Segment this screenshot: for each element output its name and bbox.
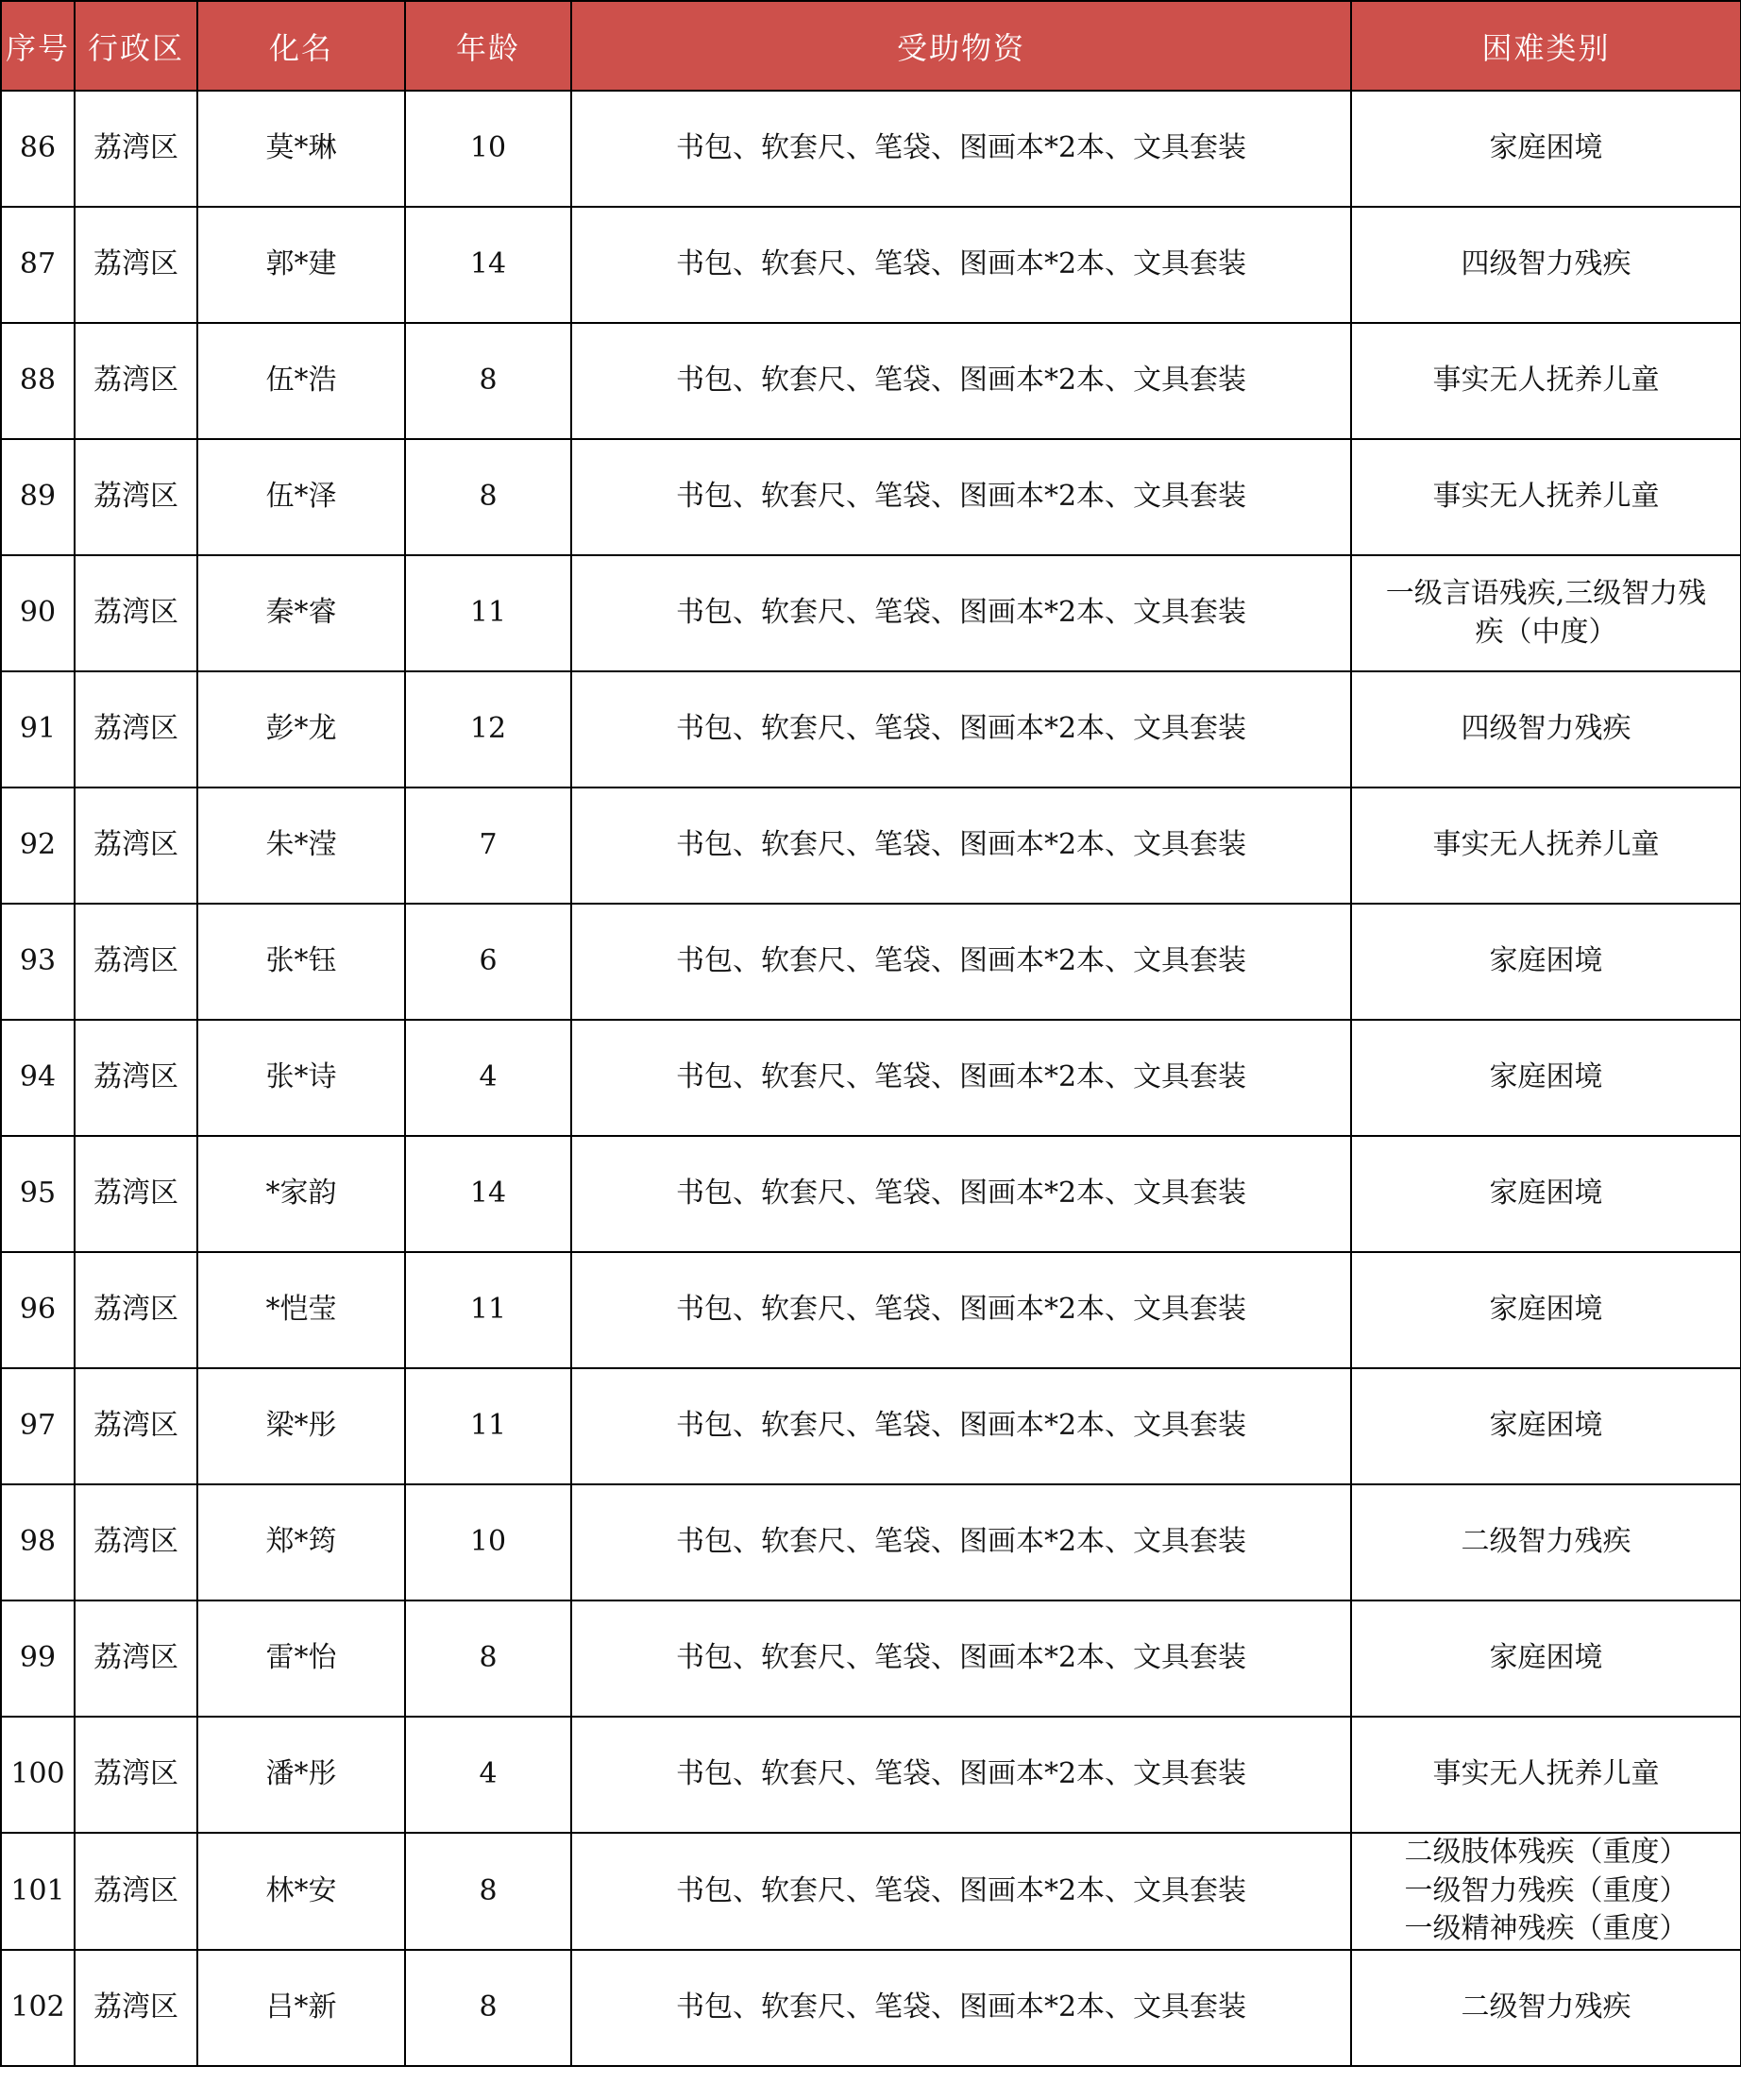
cell-age: 12 — [405, 671, 571, 788]
header-items: 受助物资 — [571, 1, 1351, 91]
cell-name: 雷*怡 — [197, 1600, 405, 1717]
cell-age: 8 — [405, 439, 571, 555]
cell-district: 荔湾区 — [75, 1717, 197, 1833]
cell-no: 91 — [1, 671, 75, 788]
cell-items: 书包、软套尺、笔袋、图画本*2本、文具套装 — [571, 1020, 1351, 1136]
category-line: 家庭困境 — [1489, 1641, 1603, 1675]
cell-items: 书包、软套尺、笔袋、图画本*2本、文具套装 — [571, 1136, 1351, 1252]
category-line: 四级智力残疾 — [1461, 712, 1631, 746]
table-row — [1, 904, 1741, 1020]
category-line: 事实无人抚养儿童 — [1432, 1757, 1660, 1791]
cell-age: 14 — [405, 207, 571, 323]
cell-no: 97 — [1, 1368, 75, 1484]
cell-age: 8 — [405, 1950, 571, 2066]
category-line: 一级精神残疾（重度） — [1404, 1912, 1688, 1945]
cell-category — [1351, 788, 1741, 904]
cell-category — [1351, 1252, 1741, 1368]
category-line: 家庭困境 — [1489, 1293, 1603, 1327]
cell-name: *恺莹 — [197, 1252, 405, 1368]
category-line: 四级智力残疾 — [1461, 247, 1631, 281]
cell-district: 荔湾区 — [75, 1020, 197, 1136]
cell-items: 书包、软套尺、笔袋、图画本*2本、文具套装 — [571, 439, 1351, 555]
cell-items: 书包、软套尺、笔袋、图画本*2本、文具套装 — [571, 1717, 1351, 1833]
cell-category — [1351, 1950, 1741, 2066]
category-line: 疾（中度） — [1475, 615, 1617, 649]
category-line: 一级言语残疾,三级智力残 — [1385, 577, 1707, 610]
cell-items: 书包、软套尺、笔袋、图画本*2本、文具套装 — [571, 788, 1351, 904]
cell-age: 11 — [405, 555, 571, 671]
cell-district: 荔湾区 — [75, 904, 197, 1020]
cell-district: 荔湾区 — [75, 207, 197, 323]
cell-age: 6 — [405, 904, 571, 1020]
cell-category — [1351, 555, 1741, 671]
table-row — [1, 91, 1741, 207]
cell-district: 荔湾区 — [75, 439, 197, 555]
cell-items: 书包、软套尺、笔袋、图画本*2本、文具套装 — [571, 671, 1351, 788]
cell-items: 书包、软套尺、笔袋、图画本*2本、文具套装 — [571, 1368, 1351, 1484]
cell-items: 书包、软套尺、笔袋、图画本*2本、文具套装 — [571, 1600, 1351, 1717]
cell-name: 林*安 — [197, 1833, 405, 1950]
cell-district: 荔湾区 — [75, 788, 197, 904]
cell-category — [1351, 671, 1741, 788]
cell-name: 朱*滢 — [197, 788, 405, 904]
cell-age: 8 — [405, 1833, 571, 1950]
cell-no: 92 — [1, 788, 75, 904]
cell-no: 102 — [1, 1950, 75, 2066]
cell-age: 4 — [405, 1717, 571, 1833]
cell-name: 张*钰 — [197, 904, 405, 1020]
cell-name: *家韵 — [197, 1136, 405, 1252]
cell-name: 伍*泽 — [197, 439, 405, 555]
table-row — [1, 323, 1741, 439]
cell-district: 荔湾区 — [75, 1950, 197, 2066]
cell-age: 11 — [405, 1252, 571, 1368]
cell-no: 101 — [1, 1833, 75, 1950]
cell-no: 89 — [1, 439, 75, 555]
table-row — [1, 555, 1741, 671]
cell-no: 98 — [1, 1484, 75, 1600]
cell-items: 书包、软套尺、笔袋、图画本*2本、文具套装 — [571, 207, 1351, 323]
category-line: 事实无人抚养儿童 — [1432, 364, 1660, 398]
cell-category — [1351, 1020, 1741, 1136]
cell-district: 荔湾区 — [75, 323, 197, 439]
cell-age: 14 — [405, 1136, 571, 1252]
cell-no: 87 — [1, 207, 75, 323]
header-no: 序号 — [1, 1, 75, 91]
header-row — [1, 1, 1741, 91]
header-district: 行政区 — [75, 1, 197, 91]
category-line: 家庭困境 — [1489, 1409, 1603, 1443]
cell-no: 93 — [1, 904, 75, 1020]
cell-name: 彭*龙 — [197, 671, 405, 788]
category-line: 二级智力残疾 — [1461, 1525, 1631, 1559]
cell-items: 书包、软套尺、笔袋、图画本*2本、文具套装 — [571, 1833, 1351, 1950]
cell-age: 7 — [405, 788, 571, 904]
header-category: 困难类别 — [1351, 1, 1741, 91]
cell-no: 94 — [1, 1020, 75, 1136]
header-name: 化名 — [197, 1, 405, 91]
cell-category — [1351, 1717, 1741, 1833]
cell-name: 莫*琳 — [197, 91, 405, 207]
cell-age: 10 — [405, 1484, 571, 1600]
cell-district: 荔湾区 — [75, 671, 197, 788]
table-row — [1, 1833, 1741, 1950]
category-line: 家庭困境 — [1489, 131, 1603, 165]
table-row — [1, 1020, 1741, 1136]
category-line: 一级智力残疾（重度） — [1404, 1873, 1688, 1907]
table-row — [1, 207, 1741, 323]
cell-items: 书包、软套尺、笔袋、图画本*2本、文具套装 — [571, 91, 1351, 207]
cell-age: 4 — [405, 1020, 571, 1136]
cell-category — [1351, 1600, 1741, 1717]
cell-name: 吕*新 — [197, 1950, 405, 2066]
cell-name: 郑*筠 — [197, 1484, 405, 1600]
category-line: 家庭困境 — [1489, 1060, 1603, 1094]
category-line: 二级智力残疾 — [1461, 1990, 1631, 2024]
table-row — [1, 439, 1741, 555]
cell-district: 荔湾区 — [75, 91, 197, 207]
table-row — [1, 1600, 1741, 1717]
cell-category — [1351, 207, 1741, 323]
cell-district: 荔湾区 — [75, 1600, 197, 1717]
header-age: 年龄 — [405, 1, 571, 91]
table-row — [1, 1368, 1741, 1484]
cell-name: 郭*建 — [197, 207, 405, 323]
cell-age: 11 — [405, 1368, 571, 1484]
cell-items: 书包、软套尺、笔袋、图画本*2本、文具套装 — [571, 555, 1351, 671]
table-row — [1, 1252, 1741, 1368]
cell-items: 书包、软套尺、笔袋、图画本*2本、文具套装 — [571, 904, 1351, 1020]
cell-items: 书包、软套尺、笔袋、图画本*2本、文具套装 — [571, 1252, 1351, 1368]
cell-district: 荔湾区 — [75, 1833, 197, 1950]
cell-district: 荔湾区 — [75, 1368, 197, 1484]
cell-category — [1351, 1368, 1741, 1484]
category-line: 家庭困境 — [1489, 944, 1603, 978]
cell-no: 86 — [1, 91, 75, 207]
cell-name: 张*诗 — [197, 1020, 405, 1136]
cell-items: 书包、软套尺、笔袋、图画本*2本、文具套装 — [571, 1950, 1351, 2066]
cell-items: 书包、软套尺、笔袋、图画本*2本、文具套装 — [571, 323, 1351, 439]
cell-district: 荔湾区 — [75, 1136, 197, 1252]
table-row — [1, 1136, 1741, 1252]
cell-category — [1351, 1136, 1741, 1252]
cell-age: 8 — [405, 323, 571, 439]
table-row — [1, 1484, 1741, 1600]
cell-age: 10 — [405, 91, 571, 207]
cell-category — [1351, 1833, 1741, 1950]
cell-age: 8 — [405, 1600, 571, 1717]
cell-no: 90 — [1, 555, 75, 671]
cell-no: 96 — [1, 1252, 75, 1368]
cell-category — [1351, 439, 1741, 555]
cell-no: 95 — [1, 1136, 75, 1252]
cell-no: 88 — [1, 323, 75, 439]
cell-category — [1351, 323, 1741, 439]
category-line: 家庭困境 — [1489, 1177, 1603, 1211]
cell-no: 99 — [1, 1600, 75, 1717]
category-line: 事实无人抚养儿童 — [1432, 480, 1660, 514]
cell-name: 秦*睿 — [197, 555, 405, 671]
table-row — [1, 1950, 1741, 2066]
cell-category — [1351, 904, 1741, 1020]
cell-items: 书包、软套尺、笔袋、图画本*2本、文具套装 — [571, 1484, 1351, 1600]
table-row — [1, 788, 1741, 904]
cell-district: 荔湾区 — [75, 555, 197, 671]
cell-district: 荔湾区 — [75, 1484, 197, 1600]
cell-category — [1351, 1484, 1741, 1600]
cell-no: 100 — [1, 1717, 75, 1833]
cell-name: 伍*浩 — [197, 323, 405, 439]
category-line: 二级肢体残疾（重度） — [1404, 1836, 1688, 1869]
table-body — [1, 91, 1741, 2066]
table-row — [1, 1717, 1741, 1833]
category-line: 事实无人抚养儿童 — [1432, 828, 1660, 862]
cell-category — [1351, 91, 1741, 207]
cell-name: 梁*彤 — [197, 1368, 405, 1484]
cell-name: 潘*彤 — [197, 1717, 405, 1833]
cell-district: 荔湾区 — [75, 1252, 197, 1368]
table-row — [1, 671, 1741, 788]
